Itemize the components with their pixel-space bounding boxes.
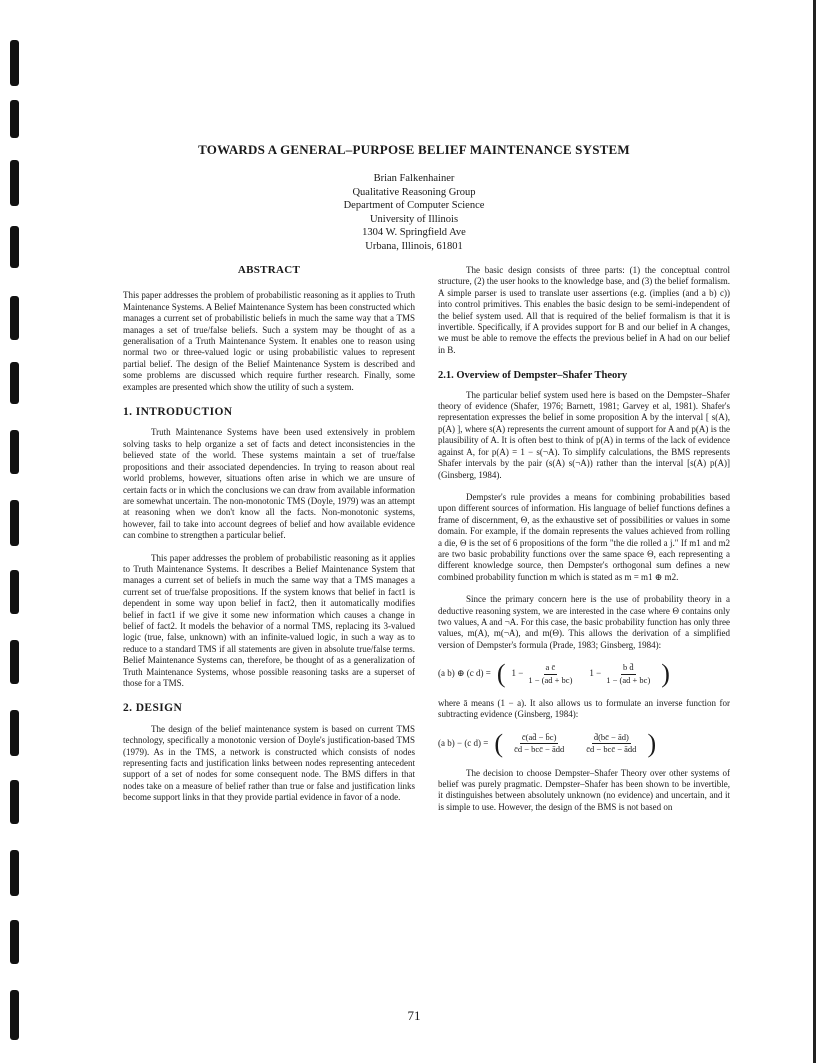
author-university: University of Illinois [369,213,459,225]
author-city: Urbana, Illinois, 61801 [365,240,463,252]
author-name: Brian Falkenhainer [373,173,455,184]
binder-hole [10,570,19,614]
intro-paragraph: This paper addresses the problem of probabilistic reasoning as it applies to Truth Maintenance Systems. It describes a Belief Maintenance System that manages a current set of beliefs in much the same way that a TMS manages a current set of true/false propositions. If the system knows that belief in fact1 is dependent in some way upon belief in fact2, then it automatically modifies belief in fact1 if we give it some new information which causes a change in belief of fact2. It models the behavior of a normal TMS, replacing its 3-valued logic (true, false, unknown) with an infinite-valued logic, in such a way as to reduce to a standard TMS if all statements are given in absolute true/false terms. Belief Maintenance Systems can, therefore, be thought of as a generalization of Truth Maintenance Systems, whose possible reasoning tasks are a superset of those for a TMS. [123,552,415,688]
equation-subtraction [438,728,730,758]
intro-paragraph: Truth Maintenance Systems have been used extensively in problem solving tasks to help organize a set of facts and detect inconsistencies in the believed state of the world. These systems maintain a set of true/false propositions and their associated dependencies. In trying to reason about real world problems, however, situations often arise in which we are unsure of certain facts or in which the conclusions we can draw from available information are somewhat uncertain. The non-monotonic TMS (Doyle, 1979) was an attempt at reasoning when we don't know all the facts. Non-monotonic systems, however, fail to take into account degrees of belief and how available evidence can combine to strengthen a particular belief. [123,427,415,541]
page-edge [813,0,816,1063]
author-street: 1304 W. Springfield Ave [362,227,466,238]
equation-combination [438,659,730,689]
equation-term [512,662,578,686]
equation-lhs: (a b) − (c d) = [438,738,489,749]
paper-title: TOWARDS A GENERAL–PURPOSE BELIEF MAINTENANCE SYSTEM [198,142,630,157]
decision-paragraph: The decision to choose Dempster–Shafer Theory over other systems of belief was purely pragmatic. Dempster–Shafer has been shown to be invertible, it distinguishes between absolutely unknown (no evidence) and uncertain, and it is simple to use. However, the design of the BMS is not based on [438,767,730,812]
binder-hole [10,850,19,896]
equation-term [509,732,569,756]
fraction [604,662,652,686]
binder-hole [10,500,19,546]
right-column [438,265,730,824]
fraction-numerator: c̄(ad̄ − b̄c) [520,732,559,744]
equation-term [581,732,641,756]
fraction-numerator: a c̄ [544,662,558,674]
author-group: Qualitative Reasoning Group [352,186,476,198]
binder-hole [10,100,19,138]
binder-hole [10,640,19,684]
binder-hole [10,40,19,86]
fraction [584,732,638,756]
paren-right: ) [661,659,670,689]
fraction-denominator: 1 − (ad + bc) [528,674,573,685]
inverse-function-paragraph: where ā means (1 − a). It also allows us to formulate an inverse function for subtracting evidence (Ginsberg, 1984): [438,698,730,720]
fraction-denominator: 1 − (ad + bc) [606,674,651,685]
author-department: Department of Computer Science [343,200,485,211]
probability-paragraph: Since the primary concern here is the use of probability theory in a deductive reasoning system, we are interested in the case where Θ contains only two values, A and ¬A. For this case, the basic probability function has only three values, m(A), m(¬A), and m(Θ). This allows the derivation of a simplified version of Dempster's formula (Prade, 1983; Ginsberg, 1984): [438,594,730,650]
equation-term [589,662,655,686]
design-overview-paragraph: The basic design consists of three parts: (1) the conceptual control structure, (2) the user hooks to the knowledge base, and (3) the belief formalism. A simple parser is used to translate user assertions (e.g. (implies (and a b) c)) into control primitives. This enables the basic design to be semi-independent of the belief system used. All that is required of the belief formalism is that it is invertible. Specifically, if A provides support for B and our belief in A changes, we must be able to remove the effects the previous belief in A had on our belief in B. [438,265,730,355]
subsection-heading-dempster-shafer: 2.1. Overview of Dempster–Shafer Theory [438,370,628,382]
dempster-rule-paragraph: Dempster's rule provides a means for combining probabilities based upon different sources of information. His language of belief functions defines a frame of discernment, Θ, as the exhaustive set of possibilities or values in some domain. For example, if the domain represents the values achieved from rolling a die, Θ is the set of 6 propositions of the form "the die rolled a j." If m1 and m2 are two basic probability functions over the same space Θ, each representing a different knowledge source, then Dempster's orthogonal sum defines a new combined probability function m which is stated as m = m1 ⊕ m2. [438,491,730,582]
design-paragraph: The design of the belief maintenance system is based on current TMS technology, specifically a monotonic version of Doyle's justification-based TMS (1979). As in the TMS, a network is constructed which consists of nodes representing facts and justification links between nodes representing antecedent support of a set of nodes for some consequent node. The BMS differs in that nodes take on a measure of belief rather than true or false and justification links become support links in that they provide partial evidence in favor of a node. [123,723,415,803]
term-prefix: 1 − [511,668,524,679]
fraction [512,732,566,756]
binder-hole [10,430,19,474]
equation-lhs: (a b) ⊕ (c d) = [438,668,491,679]
fraction-denominator: c̄d − bcc̄ − ādd [586,744,637,755]
fraction-denominator: c̄d − bcc̄ − ādd [514,744,565,755]
binder-hole [10,780,19,824]
author-block [0,172,828,253]
abstract-text: This paper addresses the problem of probabilistic reasoning as it applies to Truth Maintenance Systems. A Belief Maintenance System has been constructed which manages a current set of probabilistic beliefs in much the same way that a TMS manages a set of true/false beliefs. Such a system may be thought of as a generalisation of a Truth Maintenance System. It enables one to reason using normal two or three-valued logic or using probabilistic values to represent partial belief. The design of the Belief Maintenance System is described and some problems are discussed which require further research. Finally, some examples are presented which show the utility of such a system. [123,290,415,392]
binder-hole [10,362,19,404]
fraction [526,662,574,686]
binder-hole [10,710,19,756]
left-column [123,265,415,815]
binder-hole [10,296,19,340]
section-heading-introduction: 1. INTRODUCTION [123,406,233,419]
fraction-numerator: b d̄ [621,662,636,674]
term-prefix: 1 − [589,668,602,679]
fraction-numerator: d̄(bc̄ − ād) [592,732,631,744]
paren-left: ( [494,728,504,758]
section-heading-design: 2. DESIGN [123,702,183,715]
dempster-shafer-paragraph: The particular belief system used here is based on the Dempster–Shafer theory of evidence (Shafer, 1976; Barnett, 1981; Garvey et al, 1981). Shafer's representation expresses the belief in some proposition A by the interval [ s(A), p(A) ], where s(A) represents the current amount of support for A and p(A) is the plausibility of A. It is often best to think of p(A) in terms of the lack of evidence against A, for p(A) = 1 − s(¬A). To simplify calculations, the BMS represents Shafer intervals by the pair (s(A) s(¬A)) rather than the interval [s(A) p(A)] (Ginsberg, 1984). [438,389,730,480]
binder-hole [10,920,19,964]
paren-right: ) [647,728,657,758]
abstract-heading: ABSTRACT [237,264,301,276]
paren-left: ( [496,659,506,689]
page-number: 71 [407,1008,421,1023]
